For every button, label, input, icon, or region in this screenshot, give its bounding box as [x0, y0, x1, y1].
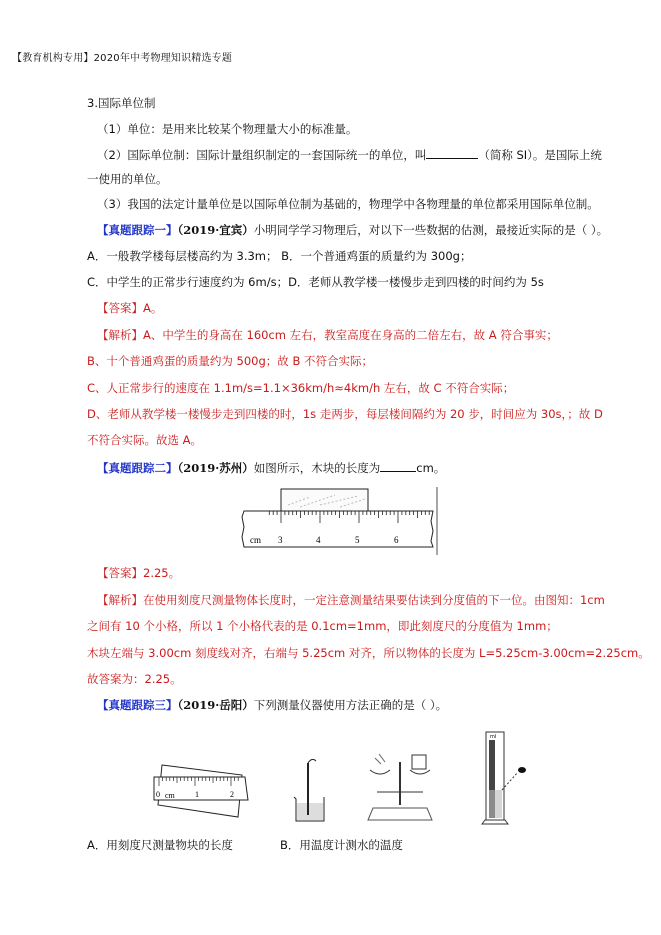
question-2-unit: cm。 — [416, 461, 446, 475]
figure-b-thermometer — [290, 755, 330, 825]
tweezers-icon — [375, 754, 385, 764]
wood-block — [281, 489, 368, 511]
cylinder-unit-label: ml — [490, 734, 497, 740]
cylinder-base — [482, 820, 508, 824]
weight-block — [412, 755, 426, 769]
ruler-unit-label: cm — [250, 535, 261, 545]
question-2-answer: 【答案】2.25。 — [97, 566, 181, 580]
question-2-tag: 【真题跟踪二】 — [97, 461, 178, 475]
question-2-analysis-line: 故答案为：2.25。 — [87, 672, 182, 686]
figure-d-cylinder — [480, 728, 530, 830]
question-1-stem — [97, 222, 608, 238]
question-3-text: 下列测量仪器使用方法正确的是（ ）。 — [253, 698, 448, 712]
question-3-source: （2019·岳阳） — [177, 698, 254, 712]
ruler-unit-label: cm — [165, 791, 175, 800]
question-1-source: （2019·宜宾） — [177, 223, 254, 237]
question-1-analysis-line: 【解析】A、中学生的身高在 160cm 左右，教室高度在身高的二倍左右，故 A 符合事实； — [97, 328, 558, 342]
question-1-text: 小明同学学习物理后，对以下一些数据的估测，最接近实际的是（ ）。 — [253, 223, 609, 237]
question-1-analysis-line: C、人正常步行的速度在 1.1m/s=1.1×36km/h≈4km/h 左右，故 C 不符合实际； — [87, 381, 515, 395]
question-1-tag: 【真题跟踪一】 — [97, 223, 178, 237]
holder-icon — [308, 759, 316, 763]
question-2-analysis-line: 木块左端与 3.00cm 刻度线对齐，右端与 5.25cm 对齐，所以物体的长度为 L=5.25cm-3.00cm=2.25cm。 — [87, 646, 650, 660]
eye-icon — [518, 767, 526, 773]
answer-blank — [426, 147, 478, 159]
section-para-2 — [97, 147, 602, 163]
water — [297, 803, 323, 820]
ruler-label: 0 — [156, 790, 160, 799]
question-3-stem — [97, 697, 447, 713]
question-1-analysis-line: B、十个普通鸡蛋的质量约为 500g；故 B 不符合实际； — [87, 354, 373, 368]
figure-a-ruler — [150, 755, 250, 820]
ruler-figure — [240, 487, 440, 555]
ruler-label: 1 — [195, 790, 199, 799]
question-2-analysis-line: 之间有 10 个小格，所以 1 个小格代表的是 0.1cm=1mm，即此刻度尺的分度值为 1mm； — [87, 619, 558, 633]
ruler-label: 6 — [394, 535, 399, 545]
left-pan — [370, 770, 390, 774]
page-header: 【教育机构专用】2020年中考物理知识精选专题 — [12, 53, 233, 64]
question-1-options-cd: C．中学生的正常步行速度约为 6m/s；D．老师从教学楼一楼慢步走到四楼的时间约为 5s — [87, 275, 544, 289]
section-para-3: （3）我国的法定计量单位是以国际单位制为基础的，物理学中各物理量的单位都采用国际单位制。 — [97, 197, 599, 211]
question-2-analysis-line: 【解析】在使用刻度尺测量物体长度时，一定注意测量结果要估读到分度值的下一位。由图知：1cm — [97, 593, 605, 607]
question-1-analysis-line: D、老师从教学楼一楼慢步走到四楼的时，1s 走两步，每层楼间隔约为 20 步，时间应为 30s，；故 D — [87, 407, 603, 421]
ruler-label: 4 — [316, 535, 321, 545]
right-pan — [410, 770, 430, 774]
section-para-2-cont: 一使用的单位。 — [87, 172, 168, 186]
ruler-label: 2 — [230, 790, 234, 799]
ruler-label: 5 — [355, 535, 360, 545]
question-2-text: 如图所示，木块的长度为 — [253, 461, 381, 475]
question-3-tag: 【真题跟踪三】 — [97, 698, 178, 712]
question-1-answer: 【答案】A。 — [97, 301, 163, 315]
liquid — [489, 790, 502, 818]
question-2-source: （2019·苏州） — [177, 461, 254, 475]
question-3-option-a: A．用刻度尺测量物块的长度 — [87, 838, 233, 852]
question-2-stem — [97, 460, 445, 476]
para-2-text-tail: （简称 SI）。是国际上统 — [478, 148, 602, 162]
answer-blank — [380, 460, 416, 472]
para-2-text: （2）国际单位制：国际计量组织制定的一套国际统一的单位，叫 — [97, 148, 427, 162]
ruler-label: 3 — [278, 535, 283, 545]
question-1-options-ab: A．一般教学楼每层楼高约为 3.3m； B．一个普通鸡蛋的质量约为 300g； — [87, 249, 472, 263]
balance-base — [368, 808, 432, 820]
question-1-analysis-line: 不符合实际。故选 A。 — [87, 433, 203, 447]
figure-c-balance — [365, 750, 435, 825]
ruler-body — [242, 511, 433, 547]
question-3-option-b: B．用温度计测水的温度 — [280, 838, 403, 852]
section-title: 3.国际单位制 — [87, 96, 156, 110]
section-para-1: （1）单位：是用来比较某个物理量大小的标准量。 — [97, 122, 358, 136]
